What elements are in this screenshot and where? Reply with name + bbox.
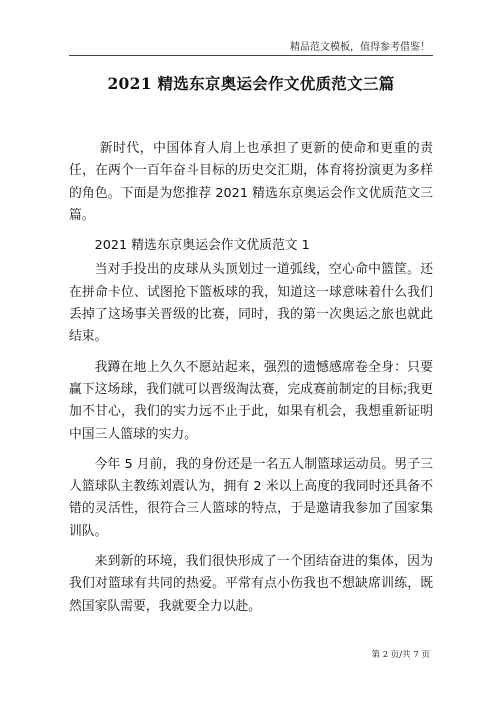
body-paragraph: 来到新的环境，我们很快形成了一个团结奋进的集体，因为我们对篮球有共同的热爱。平常有点小伤我也不想缺席训练，既然国家队需要，我就要全力以赴。 — [69, 554, 433, 614]
body-paragraph: 今年 5 月前，我的身份还是一名五人制篮球运动员。男子三人篮球队主教练刘震认为，拥有 2 米以上高度的我同时还具备不错的灵活性，很符合三人篮球的特点，于是邀请我参加了国家集训队。 — [69, 456, 433, 539]
header-divider — [69, 55, 433, 56]
header-note: 精品范文模板，值得参考借鉴！ — [290, 42, 430, 53]
document-title: 2021 精选东京奥运会作文优质范文三篇 — [107, 74, 395, 93]
page-indicator: 第 2 页/共 7 页 — [371, 650, 430, 660]
document-body — [69, 138, 433, 626]
section-heading: 2021 精选东京奥运会作文优质范文 1 — [94, 238, 310, 254]
body-paragraph: 我蹲在地上久久不愿站起来，强烈的遗憾感席卷全身：只要赢下这场球，我们就可以晋级淘汰赛，完成赛前制定的目标;我更加不甘心，我们的实力远不止于此，如果有机会，我想重新证明中国三人篮球的实力。 — [69, 359, 433, 442]
body-paragraph: 当对手投出的皮球从头顶划过一道弧线，空心命中篮筐。还在拼命卡位、试图抢下篮板球的我，知道这一球意味着什么我们丢掉了这场事关晋级的比赛，同时，我的第一次奥运之旅也就此结束。 — [69, 262, 433, 345]
intro-paragraph: 新时代，中国体育人肩上也承担了更新的使命和更重的责任，在两个一百年奋斗目标的历史交汇期，体育将扮演更为多样的角色。下面是为您推荐 2021 精选东京奥运会作文优质范文三篇。 — [69, 141, 433, 223]
